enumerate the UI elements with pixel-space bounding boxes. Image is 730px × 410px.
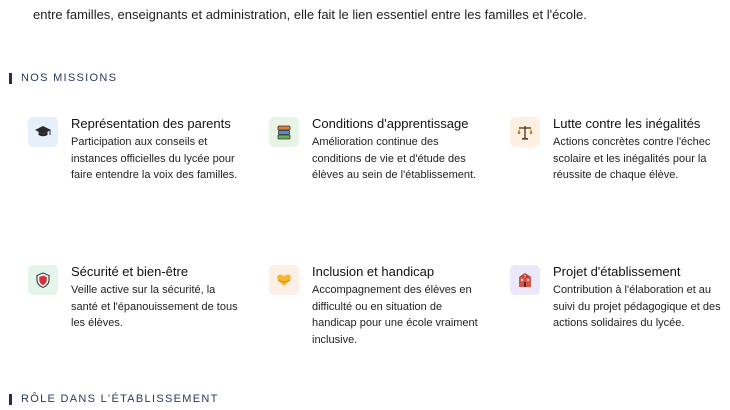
mission-title: Sécurité et bien-être [71,264,189,279]
role-heading [9,393,219,405]
mission-title: Projet d'établissement [553,264,681,279]
heading-accent-bar [9,394,12,405]
mission-title: Lutte contre les inégalités [553,116,701,131]
books-icon [269,117,299,147]
mission-title: Représentation des parents [71,116,231,131]
mission-title: Inclusion et handicap [312,264,435,279]
heading-accent-bar [9,73,12,84]
shield-icon [28,265,58,295]
school-building-icon [510,265,540,295]
mission-description: Contribution à l'élaboration et au suivi du projet pédagogique et des actions solidaires du lycée. [553,284,721,329]
mission-description: Accompagnement des élèves en difficulté ou en situation de handicap pour une école vraiment inclusive. [312,284,478,346]
missions-heading [9,72,117,84]
mission-description: Participation aux conseils et instances officielles du lycée pour faire entendre la voix des familles. [71,136,238,181]
missions-heading-label: NOS MISSIONS [21,72,118,84]
heart-hands-icon [269,265,299,295]
scales-icon [510,117,540,147]
role-heading-label: RÔLE DANS L'ÉTABLISSEMENT [21,393,219,405]
mission-description: Actions concrètes contre l'échec scolaire et les inégalités pour la réussite de chaque élève. [553,136,711,181]
intro-text: entre familles, enseignants et administration, elle fait le lien essentiel entre les familles et l'école. [33,7,587,22]
mission-description: Veille active sur la sécurité, la santé et l'épanouissement de tous les élèves. [71,284,238,329]
mission-description: Amélioration continue des conditions de vie et d'étude des élèves au sein de l'établissement. [312,136,477,181]
mission-title: Conditions d'apprentissage [312,116,469,131]
graduation-cap-icon [28,117,58,147]
